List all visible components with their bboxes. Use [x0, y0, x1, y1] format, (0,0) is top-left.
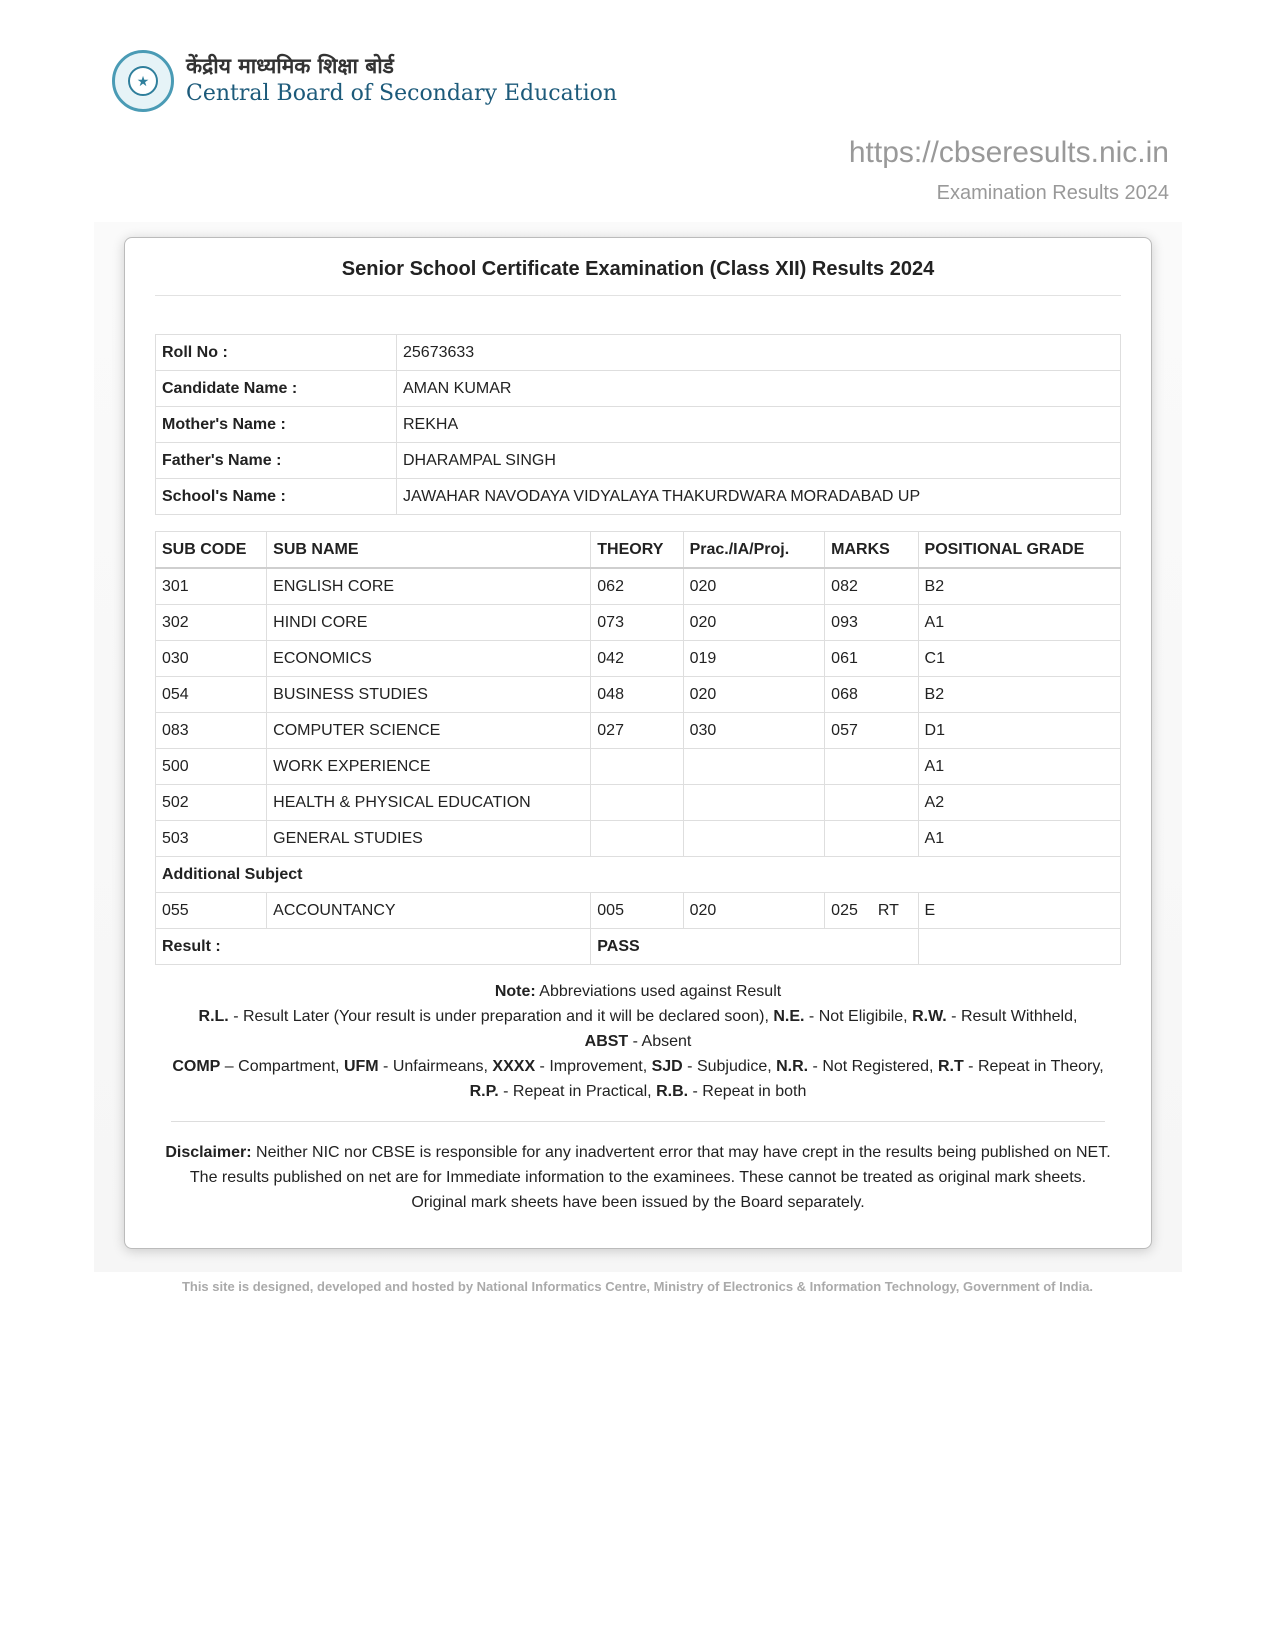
logo-english-name: Central Board of Secondary Education [186, 81, 618, 106]
col-header-marks: MARKS [825, 532, 918, 569]
practical-marks: 030 [683, 713, 825, 749]
table-row [156, 785, 1121, 821]
sub-name: WORK EXPERIENCE [267, 749, 591, 785]
total-marks [825, 785, 918, 821]
theory-marks [591, 821, 683, 857]
disclaimer-label: Disclaimer: [165, 1144, 252, 1161]
abbr-abst-text: - Absent [628, 1033, 692, 1050]
table-row [156, 677, 1121, 713]
practical-marks [683, 785, 825, 821]
col-header-practical: Prac./IA/Proj. [683, 532, 825, 569]
abbreviations-note [165, 979, 1111, 1104]
abbr-abst: ABST [584, 1033, 629, 1050]
info-row-roll [156, 335, 1121, 371]
father-name-value: DHARAMPAL SINGH [397, 443, 1121, 479]
abbr-sjd-text: - Subjudice, [682, 1058, 777, 1075]
note-line-4 [165, 1054, 1111, 1104]
site-subtitle: Examination Results 2024 [936, 182, 1169, 204]
note-text: Abbreviations used against Result [535, 983, 782, 1000]
col-header-theory: THEORY [591, 532, 683, 569]
theory-marks: 005 [591, 893, 683, 929]
divider [171, 1121, 1105, 1122]
sub-code: 500 [156, 749, 267, 785]
disclaimer [165, 1140, 1111, 1215]
sub-code: 054 [156, 677, 267, 713]
abbr-comp-text: – Compartment, [220, 1058, 344, 1075]
cbse-seal-icon [112, 50, 174, 112]
candidate-name-label: Candidate Name : [156, 371, 397, 407]
info-row-father [156, 443, 1121, 479]
theory-marks [591, 785, 683, 821]
positional-grade: A1 [918, 821, 1120, 857]
additional-subject-label: Additional Subject [156, 857, 1121, 893]
result-value: PASS [591, 929, 918, 965]
col-header-sub-name: SUB NAME [267, 532, 591, 569]
seal-emblem-icon: ★ [128, 66, 158, 96]
abbr-rp-text: - Repeat in Practical, [498, 1083, 657, 1100]
positional-grade: A1 [918, 605, 1120, 641]
result-row [156, 929, 1121, 965]
practical-marks: 020 [683, 677, 825, 713]
sub-code: 503 [156, 821, 267, 857]
abbr-ne-text: - Not Eligibile, [804, 1008, 913, 1025]
school-name-value: JAWAHAR NAVODAYA VIDYALAYA THAKURDWARA MORADABAD UP [397, 479, 1121, 515]
info-row-school [156, 479, 1121, 515]
positional-grade: A1 [918, 749, 1120, 785]
sub-code: 302 [156, 605, 267, 641]
candidate-info-table [155, 334, 1121, 515]
abbr-rb-text: - Repeat in both [688, 1083, 807, 1100]
abbr-rl: R.L. [198, 1008, 229, 1025]
sub-name: ACCOUNTANCY [267, 893, 591, 929]
abbr-ufm-text: - Unfairmeans, [378, 1058, 493, 1075]
abbr-rt: R.T [937, 1058, 964, 1075]
positional-grade: B2 [918, 568, 1120, 605]
note-label: Note: [494, 983, 536, 1000]
abbr-rw: R.W. [912, 1008, 947, 1025]
practical-marks: 020 [683, 568, 825, 605]
practical-marks [683, 749, 825, 785]
sub-name: ECONOMICS [267, 641, 591, 677]
abbr-rt-text: - Repeat in Theory, [963, 1058, 1104, 1075]
site-url: https://cbseresults.nic.in [848, 136, 1169, 169]
sub-code: 083 [156, 713, 267, 749]
result-title: Senior School Certificate Examination (Class XII) Results 2024 [155, 258, 1121, 296]
positional-grade: B2 [918, 677, 1120, 713]
note-line-1 [165, 979, 1111, 1004]
sub-name: ENGLISH CORE [267, 568, 591, 605]
sub-name: GENERAL STUDIES [267, 821, 591, 857]
marks-table [155, 531, 1121, 965]
abbr-rb: R.B. [656, 1083, 689, 1100]
roll-label: Roll No : [156, 335, 397, 371]
table-row [156, 821, 1121, 857]
candidate-name-value: AMAN KUMAR [397, 371, 1121, 407]
practical-marks: 019 [683, 641, 825, 677]
abbr-rp: R.P. [469, 1083, 499, 1100]
theory-marks: 062 [591, 568, 683, 605]
note-line-3 [165, 1029, 1111, 1054]
sub-name: HINDI CORE [267, 605, 591, 641]
abbr-nr-text: - Not Registered, [808, 1058, 938, 1075]
positional-grade: C1 [918, 641, 1120, 677]
col-header-sub-code: SUB CODE [156, 532, 267, 569]
positional-grade: D1 [918, 713, 1120, 749]
practical-marks: 020 [683, 893, 825, 929]
sub-name: COMPUTER SCIENCE [267, 713, 591, 749]
sub-code: 055 [156, 893, 267, 929]
table-row [156, 749, 1121, 785]
table-row [156, 893, 1121, 929]
theory-marks [591, 749, 683, 785]
positional-grade: A2 [918, 785, 1120, 821]
theory-marks: 027 [591, 713, 683, 749]
repeat-theory-flag: RT [877, 901, 899, 919]
result-empty-cell [918, 929, 1120, 965]
abbr-rl-text: - Result Later (Your result is under preparation and it will be declared soon), [228, 1008, 774, 1025]
sub-code: 502 [156, 785, 267, 821]
positional-grade: E [918, 893, 1120, 929]
marks-header-row [156, 532, 1121, 569]
table-row [156, 641, 1121, 677]
sub-code: 030 [156, 641, 267, 677]
abbr-sjd: SJD [651, 1058, 683, 1075]
marks-body [156, 568, 1121, 965]
sub-name: HEALTH & PHYSICAL EDUCATION [267, 785, 591, 821]
abbr-ne: N.E. [773, 1008, 805, 1025]
disclaimer-text: Neither NIC nor CBSE is responsible for any inadvertent error that may have crept in the results being published on NET. The results published on net are for Immediate information to the examinees. These cannot be treated as original mark sheets. Original mark sheets have been issued by the Board separately. [189, 1144, 1111, 1211]
total-marks: 068 [825, 677, 918, 713]
logo-text [186, 53, 617, 109]
note-line-2 [165, 1004, 1111, 1029]
table-row [156, 713, 1121, 749]
abbr-rw-text: - Result Withheld, [946, 1008, 1078, 1025]
info-row-name [156, 371, 1121, 407]
total-marks: 061 [825, 641, 918, 677]
col-header-grade: POSITIONAL GRADE [918, 532, 1120, 569]
school-name-label: School's Name : [156, 479, 397, 515]
abbr-comp: COMP [172, 1058, 221, 1075]
total-marks [825, 749, 918, 785]
theory-marks: 042 [591, 641, 683, 677]
father-name-label: Father's Name : [156, 443, 397, 479]
total-marks: 057 [825, 713, 918, 749]
mother-name-value: REKHA [397, 407, 1121, 443]
result-label: Result : [156, 929, 591, 965]
practical-marks [683, 821, 825, 857]
table-row [156, 568, 1121, 605]
practical-marks: 020 [683, 605, 825, 641]
total-marks [825, 821, 918, 857]
site-footer: This site is designed, developed and hosted by National Informatics Centre, Ministry of Electronics & Information Technology, Government of India. [181, 1279, 1094, 1294]
theory-marks: 048 [591, 677, 683, 713]
logo-hindi-name: केंद्रीय माध्यमिक शिक्षा बोर्ड [186, 54, 394, 78]
theory-marks: 073 [591, 605, 683, 641]
abbr-xxxx-text: - Improvement, [535, 1058, 652, 1075]
abbr-ufm: UFM [343, 1058, 379, 1075]
sub-name: BUSINESS STUDIES [267, 677, 591, 713]
additional-subject-row [156, 857, 1121, 893]
cbse-logo [112, 50, 617, 112]
roll-value: 25673633 [397, 335, 1121, 371]
mother-name-label: Mother's Name : [156, 407, 397, 443]
total-marks-value: 025 [831, 901, 858, 919]
result-card [124, 237, 1152, 1249]
table-row [156, 605, 1121, 641]
sub-code: 301 [156, 568, 267, 605]
total-marks [825, 893, 918, 929]
abbr-xxxx: XXXX [492, 1058, 536, 1075]
total-marks: 093 [825, 605, 918, 641]
abbr-nr: N.R. [776, 1058, 809, 1075]
total-marks: 082 [825, 568, 918, 605]
info-row-mother [156, 407, 1121, 443]
